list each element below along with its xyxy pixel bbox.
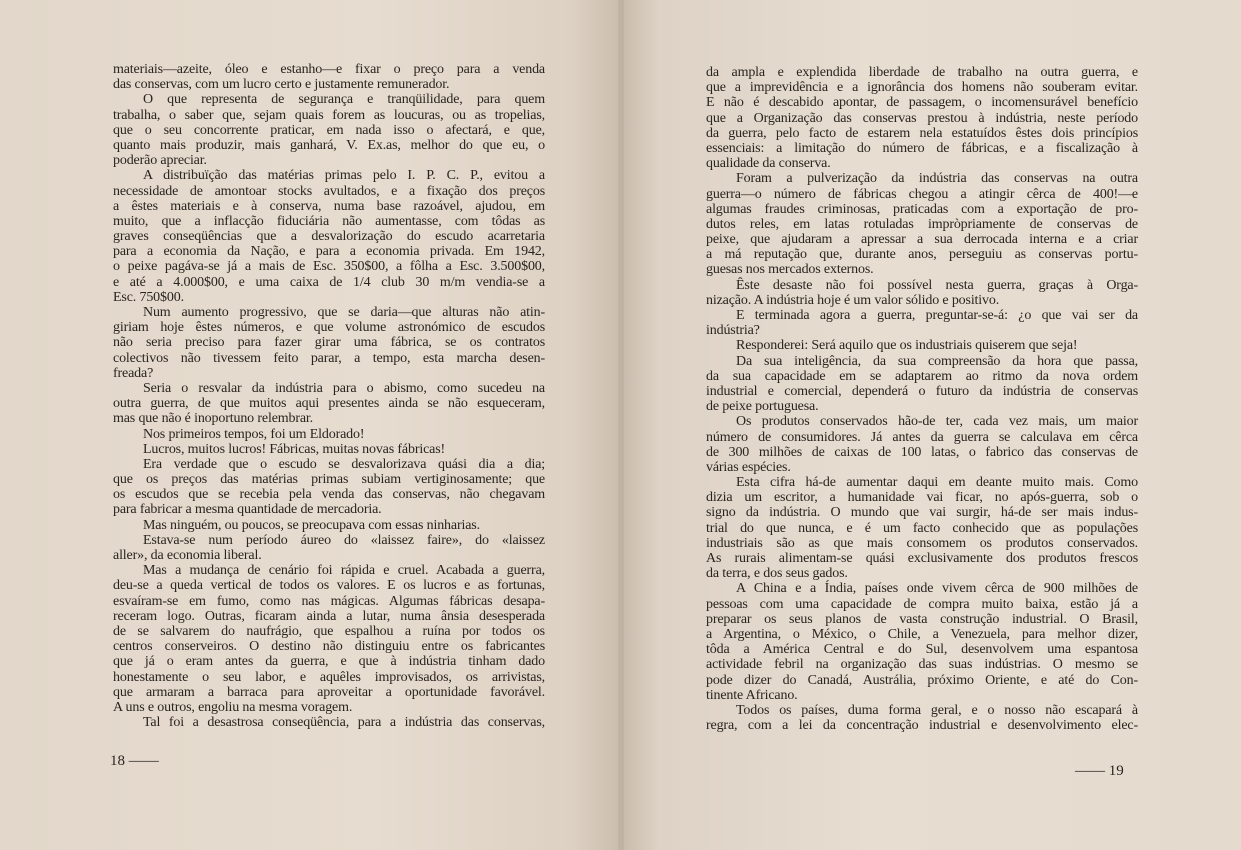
text-line: Responderei: Será aquilo que os industriais quiserem que seja! [736, 338, 1078, 354]
text-line: guerra—o número de fábricas chegou a atingir cêrca de 400!—e [706, 186, 1138, 202]
text-line: da terra, e dos seus gados. [706, 566, 848, 582]
text-line: peixe, que ajudaram a apressar a sua derrocada interna e a criar [706, 232, 1138, 248]
text-line: das conservas, com um lucro certo e justamente remunerador. [113, 77, 450, 93]
text-line: colectivos não tivessem feito parar, a tempo, esta marcha desen- [113, 350, 545, 366]
text-line: Mas a mudança de cenário foi rápida e cruel. Acabada a guerra, [143, 563, 545, 579]
paragraph [706, 354, 1138, 415]
text-line: giriam hoje êstes números, e que volume astronómico de escudos [113, 320, 545, 336]
text-line: Os produtos conservados hão-de ter, cada vez mais, um maior [736, 414, 1138, 430]
text-line: industrial e comercial, dependerá o futuro da indústria de conservas [706, 383, 1138, 399]
paragraph [113, 442, 545, 457]
text-line: que a imprevidência e a ignorância dos homens não souberam evitar. [706, 80, 1138, 96]
right-page [622, 0, 1241, 850]
text-line: dutos reles, em latas rotuladas impròpriamente de conservas de [706, 216, 1138, 232]
paragraph [113, 92, 545, 168]
paragraph [113, 715, 545, 730]
text-line: que os preços das matérias primas subiam vertiginosamente; que [113, 472, 545, 488]
paragraph [113, 518, 545, 533]
text-line: de peixe portuguesa. [706, 399, 819, 415]
paragraph [706, 475, 1138, 581]
text-line: de se salvarem do naufrágio, que espalhou a ruína por todos os [113, 623, 545, 639]
paragraph [706, 308, 1138, 338]
text-line: trabalha, o saber que, sejam quais forem as loucuras, ou as tropelias, [113, 107, 545, 123]
text-line: que o seu concorrente praticar, em nada isso o afectará, e que, [113, 122, 545, 138]
paragraph [113, 457, 545, 518]
text-line: de 300 milhões de caixas de 100 latas, o fabrico das conservas de [706, 444, 1138, 460]
text-line: número de consumidores. Já antes da guerra se calculava em cêrca [706, 429, 1138, 445]
text-line: algumas fraudes criminosas, praticadas com a exportação de pro- [706, 201, 1138, 217]
text-line: qualidade da conserva. [706, 156, 831, 172]
page-number-right: —— 19 [1075, 763, 1124, 779]
text-line: trial do que nunca, e é um facto conhecido que as populações [706, 520, 1138, 536]
text-line: centros conserveiros. O destino não distinguiu entre os fabricantes [113, 639, 545, 655]
text-line: Êste desaste não foi possível nesta guerra, graças à Orga- [736, 277, 1138, 293]
text-line: poderão apreciar. [113, 153, 207, 169]
text-line: outra guerra, de que muitos aqui presentes ainda se não esqueceram, [113, 396, 545, 412]
paragraph [706, 414, 1138, 475]
book-gutter [618, 0, 624, 850]
page-number-left: 18 —— [110, 753, 159, 769]
text-line: E não é descabido apontar, de passagem, o incomensurável benefício [706, 95, 1138, 111]
text-line: A uns e outros, engoliu na mesma voragem. [113, 699, 353, 715]
text-line: actividade febril na organização das suas indústrias. O mesmo se [706, 657, 1138, 673]
text-line: necessidade de amontoar stocks avultados, e a fixação dos preços [113, 183, 545, 199]
paragraph [113, 427, 545, 442]
text-line: muito, que a inflacção fiduciária não aumentasse, com tôdas as [113, 213, 545, 229]
text-line: mas que não é inoportuno relembrar. [113, 411, 314, 427]
paragraph [706, 171, 1138, 277]
text-line: Todos os países, duma forma geral, e o nosso não escapará à [736, 702, 1138, 718]
text-line: graves conseqüências que a desvalorização do escudo acarretaria [113, 229, 545, 245]
text-line: da guerra, pelo facto de estarem nela estatuídos êstes dois princípios [706, 125, 1138, 141]
paragraph [706, 581, 1138, 703]
text-line: essenciais: a limitação do número de fábricas, e a fiscalização à [706, 140, 1138, 156]
text-line: várias espécies. [706, 459, 791, 475]
text-line: quanto mais produzir, mais ganhará, V. Ex.as, melhor do que eu, o [113, 137, 545, 153]
text-line: esvaíram-se em fumo, como nas mágicas. Algumas fábricas desapa- [113, 593, 545, 609]
text-line: Mas ninguém, ou poucos, se preocupava com essas ninharias. [143, 517, 480, 533]
text-line: deu-se a queda vertical de todos os valores. E os lucros e as fortunas, [113, 578, 545, 594]
text-line: Tal foi a desastrosa conseqüência, para a indústria das conservas, [143, 715, 545, 731]
text-line: signo da indústria. O mundo que vai surgir, há-de ser mais indus- [706, 505, 1138, 521]
text-line: a êstes materiais e à conserva, numa base razoável, ajudou, em [113, 198, 545, 214]
text-line: nização. A indústria hoje é um valor sólido e positivo. [706, 292, 1000, 308]
text-line: tinente Africano. [706, 687, 798, 703]
text-line: para a economia da Nação, e para a economia privada. Em 1942, [113, 244, 545, 260]
text-line: freada? [113, 365, 154, 381]
text-line: Esta cifra há-de aumentar daqui em deante muito mais. Como [736, 475, 1138, 491]
text-line: A China e a Índia, países onde vivem cêrca de 900 milhões de [736, 581, 1138, 597]
text-line: Num aumento progressivo, que se daria—que alturas não atin- [143, 305, 545, 320]
text-line: da sua capacidade em se adaptarem ao ritmo da nova ordem [706, 368, 1138, 384]
text-line: O que representa de segurança e tranqüilidade, para quem [143, 92, 545, 108]
text-line: para fabricar a mesma quantidade de mercadoria. [113, 502, 382, 518]
text-line: Nos primeiros tempos, foi um Eldorado! [143, 426, 365, 442]
text-line: pessoas com uma capacidade de compra muito baixa, estão já a [706, 596, 1138, 612]
text-line: que já o eram antes da guerra, e que à indústria tinham dado [113, 654, 545, 670]
text-line: da ampla e explendida liberdade de trabalho na outra guerra, e [706, 65, 1138, 80]
paragraph [706, 278, 1138, 308]
text-line: guesas nos mercados externos. [706, 262, 874, 278]
right-page-text [706, 65, 1138, 733]
paragraph [706, 703, 1138, 733]
text-line: Da sua inteligência, da sua compreensão da hora que passa, [736, 353, 1138, 369]
text-line: o peixe pagáva-se já a mais de Esc. 350$00, a fôlha a Esc. 3.500$00, [113, 259, 545, 275]
text-line: honestamente o seu labor, e aquêles improvisados, os arrivistas, [113, 669, 545, 685]
text-line: materiais—azeite, óleo e estanho—e fixar o preço para a venda [113, 62, 545, 77]
text-line: industriais são as que mais consomem os produtos conservados. [706, 535, 1138, 551]
paragraph [706, 65, 1138, 171]
text-line: pode dizer do Canadá, Austrália, próximo Oriente, e até do Con- [706, 672, 1138, 688]
text-line: indústria? [706, 323, 760, 339]
text-line: Foram a pulverização da indústria das conservas na outra [736, 171, 1138, 187]
text-line: Lucros, muitos lucros! Fábricas, muitas novas fábricas! [143, 441, 446, 457]
text-line: regra, com a lei da concentração industrial e desenvolvimento elec- [706, 718, 1138, 734]
text-line: receram logo. Outras, ficaram ainda a lutar, numa ânsia desesperada [113, 608, 545, 624]
paragraph [113, 62, 545, 92]
text-line: A distribuïção das matérias primas pelo I. P. C. P., evitou a [143, 168, 545, 184]
text-line: aller», da economia liberal. [113, 548, 262, 563]
paragraph [706, 338, 1138, 353]
paragraph [113, 305, 545, 381]
text-line: Era verdade que o escudo se desvalorizava quási dia a dia; [143, 456, 545, 472]
text-line: que a Organização das conservas prestou à indústria, neste período [706, 110, 1138, 126]
text-line: Seria o resvalar da indústria para o abismo, como sucedeu na [143, 380, 545, 396]
text-line: e até a 4.000$00, e uma caixa de 1/4 club 30 m/m vendia-se a [113, 274, 545, 290]
paragraph [113, 168, 545, 305]
text-line: preparar os seus planos de vasta construção industrial. O Brasil, [706, 611, 1138, 627]
text-line: os escudos que se recebia pela venda das conservas, não chegavam [113, 487, 545, 503]
left-page-text [113, 62, 545, 730]
text-line: E terminada agora a guerra, preguntar-se-á: ¿o que vai ser da [736, 308, 1138, 323]
text-line: Esc. 750$00. [113, 289, 184, 305]
text-line: tôda a América Central e do Sul, desenvolvem uma espantosa [706, 642, 1138, 658]
text-line: não seria preciso para fazer girar uma fábrica, se os contratos [113, 335, 545, 351]
paragraph [113, 533, 545, 563]
text-line: a má reputação que, durante anos, perseguiu as conservas portu- [706, 247, 1138, 263]
text-line: Estava-se num período áureo do «laissez faire», do «laissez [143, 532, 545, 548]
text-line: que armaram a barraca para aproveitar a oportunidade favorável. [113, 684, 545, 700]
paragraph [113, 563, 545, 715]
text-line: As rurais alimentam-se quási exclusivamente dos produtos frescos [706, 551, 1138, 566]
paragraph [113, 381, 545, 427]
text-line: dizia um escritor, a humanidade vai ficar, no após-guerra, sob o [706, 490, 1138, 506]
text-line: a Argentina, o México, o Chile, a Venezuela, para melhor dizer, [706, 626, 1138, 642]
